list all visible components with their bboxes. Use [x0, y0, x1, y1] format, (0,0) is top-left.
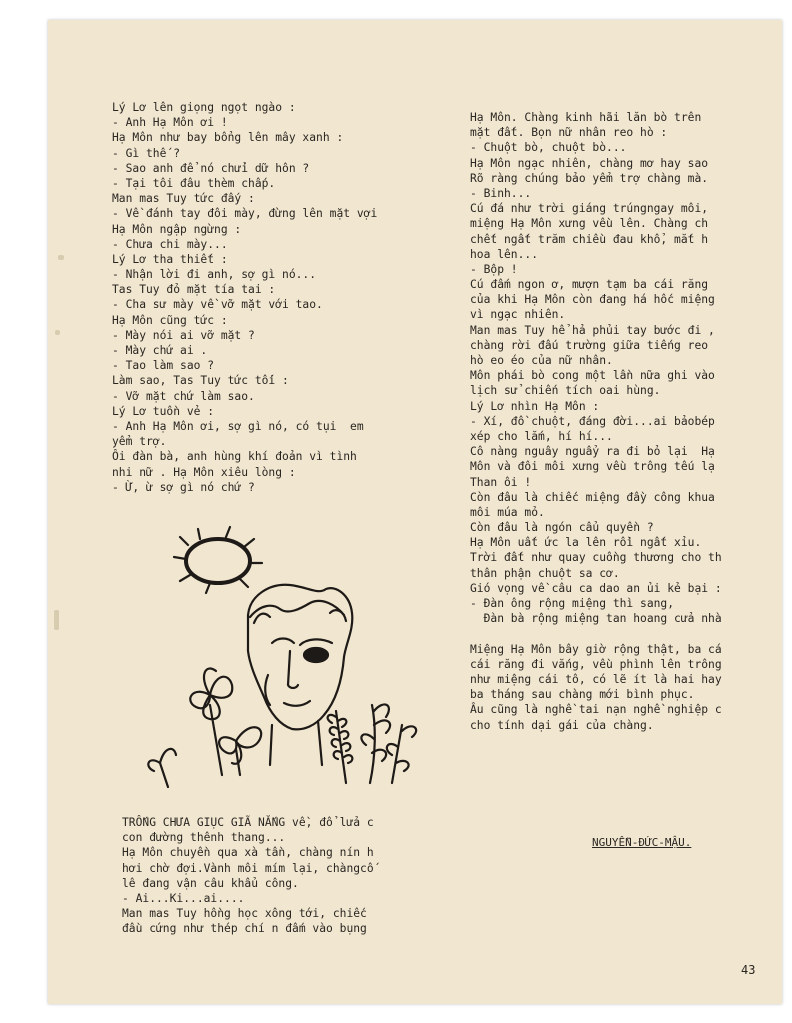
text-line: Âu cũng là nghề tai nạn nghề nghiệp c: [470, 703, 722, 717]
text-line: Cú đá như trời giáng trúngngay môi,: [470, 202, 709, 216]
text-line: Làm sao, Tas Tuy tức tối :: [112, 374, 289, 388]
text-line: như miệng cái tô, có lẽ ít là hai hay: [470, 672, 722, 686]
page-number: 43: [741, 963, 756, 977]
paper-stain: [55, 330, 60, 335]
paper-stain: [58, 255, 64, 260]
text-line: Man mas Tuy hồng học xông tới, chiếc: [122, 907, 367, 921]
text-line: - Mày nói ai vỡ mặt ?: [112, 328, 255, 342]
text-line: cái răng đi vắng, vều phình lên trông: [470, 657, 722, 671]
text-line: - Cha sư mày về vỡ mặt với tao.: [112, 298, 323, 312]
text-line: Lý Lơ lên giọng ngọt ngào :: [112, 101, 296, 114]
text-line: - Ai...Ki...ai....: [122, 891, 245, 905]
text-line: vì ngạc nhiên.: [470, 308, 566, 322]
text-line: Rõ ràng chúng bảo yểm trợ chàng mà.: [470, 171, 709, 185]
text-line: - Tao làm sao ?: [112, 359, 215, 373]
text-line: miệng Hạ Môn xưng vều lên. Chàng ch: [470, 217, 709, 231]
text-line: - Tại tôi đâu thèm chấp.: [112, 176, 276, 190]
text-line: ba tháng sau chàng mới bình phục.: [470, 688, 695, 702]
left-column-text: [112, 100, 377, 495]
text-line: Lý Lơ nhìn Hạ Môn :: [470, 399, 600, 413]
text-line: - Vỡ mặt chứ làm sao.: [112, 389, 255, 403]
text-line: chàng rời đấu trường giữa tiếng reo: [470, 338, 709, 352]
text-line: Còn đâu là ngón cẩu quyền ?: [470, 521, 654, 535]
text-line: Hạ Môn uất ức la lên rồi ngất xỉu.: [470, 536, 702, 550]
text-line: Hạ Môn ngạc nhiên, chàng mơ hay sao: [470, 156, 709, 170]
fern-drawing: [328, 704, 417, 783]
text-line: - Đàn ông rộng miệng thì sang,: [470, 597, 675, 610]
text-line: Than ôi !: [470, 475, 532, 489]
text-line: - Xí, đồ chuột, đáng đời...ai bảobép: [470, 414, 715, 428]
text-line: lịch sử chiến tích oai hùng.: [470, 384, 661, 398]
text-line: Trời đất như quay cuồng thương cho th: [470, 551, 722, 565]
text-line: Môn phái bò cong một lần nữa ghi vào: [470, 369, 715, 383]
woman-face-drawing: [248, 585, 352, 765]
text-line: Hạ Môn cũng tức :: [112, 313, 228, 327]
text-line: Gió vọng về câu ca dao an ủi kẻ bại :: [470, 581, 722, 595]
text-line: Lý Lơ tuồn vẻ :: [112, 404, 215, 418]
text-line: hò eo éo của nữ nhân.: [470, 354, 613, 367]
text-line: - Mày chứ ai .: [112, 344, 208, 357]
text-line: Cô nàng nguây nguẩy ra đi bỏ lại Hạ: [470, 445, 715, 459]
text-line: - Sao anh để nó chửi dữ hôn ?: [112, 161, 310, 175]
text-line: - Ừ, ừ sợ gì nó chứ ?: [112, 480, 255, 494]
text-line: - Bộp !: [470, 262, 518, 276]
text-line: Hạ Môn như bay bổng lên mây xanh :: [112, 131, 344, 145]
text-line: - Anh Hạ Môn ơi, sợ gì nó, có tụi em: [112, 419, 364, 433]
text-line: chết ngất trăm chiều đau khổ, mắt h: [470, 232, 709, 246]
text-line: [470, 626, 722, 641]
text-line: Hạ Môn chuyền qua xà tần, chàng nín h: [122, 846, 374, 860]
thorn-wreath-icon: [174, 527, 262, 593]
text-line: Đàn bà rộng miệng tan hoang cửa nhà: [470, 612, 722, 626]
text-line: của khi Hạ Môn còn đang há hốc miệng: [470, 293, 715, 307]
text-line: thân phận chuột sa cơ.: [470, 566, 620, 580]
text-line: Môn và đôi môi xưng vều trông tếu lạ: [470, 460, 715, 474]
text-line: - Chưa chi mày...: [112, 237, 228, 251]
text-line: Còn đâu là chiếc miệng đầy công khua: [470, 490, 715, 504]
text-line: - Anh Hạ Môn ơi !: [112, 116, 228, 130]
paper-stain: [54, 610, 59, 630]
text-line: nhi nữ . Hạ Môn xiêu lòng :: [112, 465, 296, 479]
bottom-left-text: [122, 815, 374, 937]
text-line: yểm trợ.: [112, 435, 167, 449]
text-line: Hạ Môn ngập ngừng :: [112, 222, 242, 236]
text-line: - Nhận lời đi anh, sợ gì nó...: [112, 268, 317, 282]
author-signature: NGUYỄN-ĐỨC-MẬU.: [592, 836, 692, 849]
text-line: cho tính dại gái của chàng.: [470, 718, 654, 732]
text-line: con đường thênh thang...: [122, 831, 286, 845]
text-line: Man mas Tuy hể hả phủi tay bước đi ,: [470, 323, 715, 337]
text-line: môi múa mỏ.: [470, 505, 545, 519]
text-line: - Chuột bò, chuột bò...: [470, 141, 627, 155]
text-line: - Về đánh tay đôi mày, đừng lên mặt vợi: [112, 207, 378, 221]
text-line: Lý Lơ tha thiết :: [112, 252, 228, 266]
text-line: lê đang vận câu khẩu công.: [122, 876, 299, 890]
text-line: TRỐNG CHƯA GIỤC GIÃ NẮNG về, đổ lửa c: [122, 816, 374, 829]
text-line: hoa lên...: [470, 247, 539, 261]
text-line: mặt đất. Bọn nữ nhân reo hò :: [470, 126, 668, 140]
text-line: Man mas Tuy tức đấy :: [112, 192, 255, 206]
text-line: hơi chờ đợi.Vành môi mím lại, chàngcố: [122, 861, 374, 875]
text-line: Ôi đàn bà, anh hùng khí đoản vì tình: [112, 450, 357, 464]
text-line: xép cho lắm, hí hí...: [470, 429, 613, 443]
text-line: - Gì thế ?: [112, 146, 181, 160]
text-line: đầu cứng như thép chí n đấm vào bụng: [122, 922, 367, 936]
text-line: Tas Tuy đỏ mặt tía tai :: [112, 283, 276, 297]
text-line: Miệng Hạ Môn bây giờ rộng thật, ba cá: [470, 642, 722, 656]
flower-drawing: [148, 668, 261, 787]
ink-illustration: [140, 525, 440, 795]
right-column-text: [470, 110, 722, 733]
text-line: Cú đấm ngon ơ, mượn tạm ba cái răng: [470, 278, 709, 292]
text-line: Hạ Môn. Chàng kinh hãi lăn bò trên: [470, 111, 702, 124]
text-line: - Binh...: [470, 186, 532, 200]
